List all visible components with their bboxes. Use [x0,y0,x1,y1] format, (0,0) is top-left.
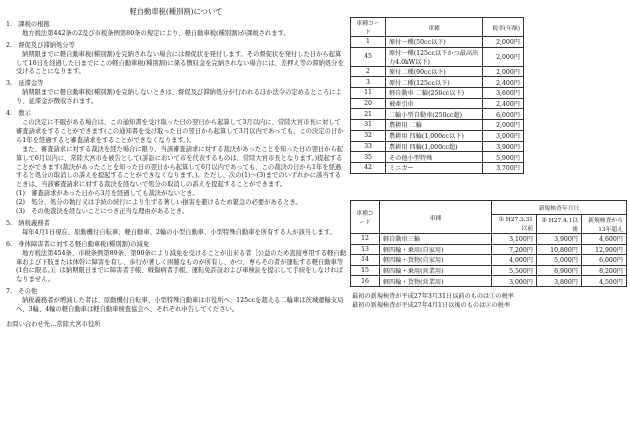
vehicle-type: 軽四輪・貨物(自家用) [380,255,492,266]
section-late-fee [6,80,346,107]
rate-over-13-years: 8,200円 [582,265,627,276]
tax-amount: 2,000円 [483,47,524,66]
table-header-row [351,18,524,37]
tax-amount: 2,400円 [483,98,524,109]
vehicle-code: 13 [351,244,380,255]
section-basis [6,21,346,39]
section-instruction [6,110,346,217]
table-row [351,77,524,88]
inspection-rows [351,234,627,287]
section-exemption [6,241,346,286]
tax-amount: 5,900円 [483,152,524,163]
rate-after-h27: 10,800円 [537,244,582,255]
rate-before-h27: 3,000円 [492,276,537,287]
rate-notes [352,292,514,310]
tax-amount: 3,600円 [483,88,524,99]
table-row [351,130,524,141]
vehicle-type: 原付一種(50cc以下) [386,37,483,48]
vehicle-type: 軽四輪・貨物(営業用) [380,276,492,287]
table-header-row [351,201,627,215]
rate-after-h27: 3,800円 [537,276,582,287]
rate-after-h27: 6,900円 [537,265,582,276]
table-row [351,244,627,255]
vehicle-code: 35 [351,152,386,163]
vehicle-code: 32 [351,130,386,141]
vehicle-code: 42 [351,162,386,173]
header-type: 車種 [380,201,492,234]
vehicle-code: 11 [351,88,386,99]
table-row [351,141,524,152]
rate-over-13-years: 4,600円 [582,234,627,245]
header-col1: ① H27.3.31以前 [492,215,537,234]
list-item: (1) 審査請求があった日から3月を経過しても裁決がないとき。 [16,190,199,198]
rate-after-h27: 3,900円 [537,234,582,245]
section-body: 地方税法第442条の2及び市税条例第80条の規定により、軽自動車税(種別割)が課税されます。 [22,29,290,37]
vehicle-type: 農耕用 四輪(1,000cc以下) [386,130,483,141]
header-col3: 新規検査から13年超え [582,215,627,234]
tax-amount: 3,000円 [483,130,524,141]
vehicle-code: 20 [351,98,386,109]
rate-rows [351,37,524,174]
section-heading: 4. 教示 [6,110,31,118]
notice-text [6,8,346,330]
contact-info: お問い合わせ先…常陸大宮市役所 [6,321,101,328]
table-row [351,98,524,109]
vehicle-code: 31 [351,120,386,131]
table-row [351,37,524,48]
rate-after-h27: 5,000円 [537,255,582,266]
section-heading: 6. 身体障害者に対する軽自動車税(種別割)の減免 [6,240,150,248]
tax-amount: 2,000円 [483,37,524,48]
vehicle-code: 33 [351,141,386,152]
vehicle-code: 3 [351,77,386,88]
vehicle-code: 45 [351,47,386,66]
rate-before-h27: 7,200円 [492,244,537,255]
inspection-rate-table [350,200,627,287]
section-body: 納税義務者が増減した者は、原動機付自転車、小型特殊自動車は市役所へ、125ccを超える二輪車は茨城運輸支局へ、3輪、4輪の軽自動車は軽自動車検査協会へ、それぞれ申告してください。 [16,297,344,314]
vehicle-type: 二輪小型自動車(250cc超) [386,109,483,120]
section-heading: 1. 課税の根拠 [6,20,50,28]
table-row [351,255,627,266]
vehicle-type: 軽四輪・乗用(自家用) [380,244,492,255]
table-row [351,152,524,163]
section-body: この決定に不服がある場合は、この通知書を受け取った日の翌日から起算して3月以内に、常陸大宮市長に対して審査請求をすることができます(この通知書を受け取った日の翌日から起算して3月以内であっても、この決定の日から1年を経過すると審査請求をすることができなくなります。)。 [16,118,344,144]
table-row [351,109,524,120]
tax-amount: 6,000円 [483,109,524,120]
section-other [6,288,346,315]
table-row [351,234,627,245]
instruction-list [6,190,346,217]
vehicle-code: 15 [351,265,380,276]
list-item: (2) 処分、処分の執行又は手続の続行により生ずる著しい損害を避けるため緊急の必要があるとき。 [16,199,302,207]
table-row [351,47,524,66]
vehicle-type: 軽自動車三輪 [380,234,492,245]
list-item: (3) その他裁決を経ないことにつき正当な理由があるとき。 [16,208,189,216]
table-row [351,265,627,276]
table-row [351,88,524,99]
vehicle-type: 農耕用 四輪(1,000cc超) [386,141,483,152]
section-taxpayer [6,220,346,238]
header-inspection-date: 新規検査年月日 [492,201,627,215]
rate-before-h27: 5,500円 [492,265,537,276]
document-title: 軽自動車税(種別割)について [129,7,223,16]
tax-amount: 2,400円 [483,77,524,88]
vehicle-code: 1 [351,37,386,48]
vehicle-code: 2 [351,66,386,77]
section-body: 地方税法第454条、市税条例第89条、第90条により減免を受けることが出来る者［公益のため直接専用する軽自動車および下肢または体幹に障害を有し、歩行が著しく困難なものが所有し、かつ、専らその者が運転する軽自動車等(1台に限る。)］は納期限日までに障害者手帳、戦傷病者手帳、運転免許証および車検証を提示して手続をしなければなりません。 [16,249,346,284]
table-row [351,276,627,287]
vehicle-code: 14 [351,255,380,266]
header-code: 車種コード [351,18,386,37]
rate-over-13-years: 12,900円 [582,244,627,255]
section-heading: 5. 納税義務者 [6,219,50,227]
table-row [351,66,524,77]
section-heading: 2. 督促及び滞納処分等 [6,41,75,49]
vehicle-type: 農耕用 二輪 [386,120,483,131]
note-line: 最初の新規検査が平成27年3月31日以前のものは①の税率 [352,293,514,300]
section-body: 納期限までに軽自動車税(種別割)を完納されない場合には督促状を発付します。その督促状を発付した日から起算して10日を経過した日までにこの軽自動車税(種別割)に係る徴収金を完納されない場合には、差押え等の滞納処分を受けることになります。 [16,50,344,76]
tax-amount: 3,700円 [483,162,524,173]
tax-amount: 2,000円 [483,120,524,131]
tax-amount: 2,000円 [483,66,524,77]
vehicle-code: 12 [351,234,380,245]
section-heading: 3. 延滞金等 [6,80,44,88]
vehicle-type: 原付一種(125cc以下かつ最高出力4.0kW以下) [386,47,483,66]
section-heading: 7. その他 [6,288,38,296]
vehicle-type: 軽自動車 二輪(250cc以下) [386,88,483,99]
rate-before-h27: 4,000円 [492,255,537,266]
header-code: 車種コード [351,201,380,234]
header-type: 車種 [386,18,483,37]
note-line: 最初の新規検査が平成27年4月1日以後のものは②の税率 [352,302,511,309]
section-body: 毎年4月1日現在、原動機付自転車、軽自動車、2輪の小型自動車、小型特殊自動車を所有する人が該当します。 [22,228,336,236]
table-row [351,162,524,173]
vehicle-type: 原付二種(90cc以下) [386,66,483,77]
rate-before-h27: 3,100円 [492,234,537,245]
vehicle-type: その他小型特殊 [386,152,483,163]
tax-amount: 3,900円 [483,141,524,152]
vehicle-type: 軽四輪・乗用(営業用) [380,265,492,276]
vehicle-type: ミニカー [386,162,483,173]
rate-over-13-years: 6,000円 [582,255,627,266]
vehicle-type: 被牽引車 [386,98,483,109]
header-col2: ② H27.4.1以後 [537,215,582,234]
section-dunning [6,42,346,78]
vehicle-type: 原付二種(125cc以下) [386,77,483,88]
section-body: 納期限までに軽自動車税(種別割)を完納しないときは、督促及び滞納処分が行われるほか法令の定めるところにより、延滞金が徴収されます。 [16,89,342,106]
section-body-2: また、審査請求に対する裁決を経た場合に限り、当該審査請求に対する裁決があったことを知った日の翌日から起算して6月以内に、常陸大宮市を被告として(訴訟において市を代表するものは、常陸大宮市長となります。)提起することができます(裁決があったことを知った日の翌日から起算して6月以内であっても、この裁決の日から1年を経過すると処分の取消しの訴えを提起することができなくなります。)。ただし、次の(1)～(3)までのいずれかに該当するときは、当該審査請求に対する裁決を経ないで処分の取消しの訴えを提起することができます。 [16,145,344,189]
tax-rate-table [350,17,524,174]
table-row [351,120,524,131]
vehicle-code: 16 [351,276,380,287]
rate-over-13-years: 4,500円 [582,276,627,287]
vehicle-code: 21 [351,109,386,120]
header-rate: 税率(年額) [483,18,524,37]
